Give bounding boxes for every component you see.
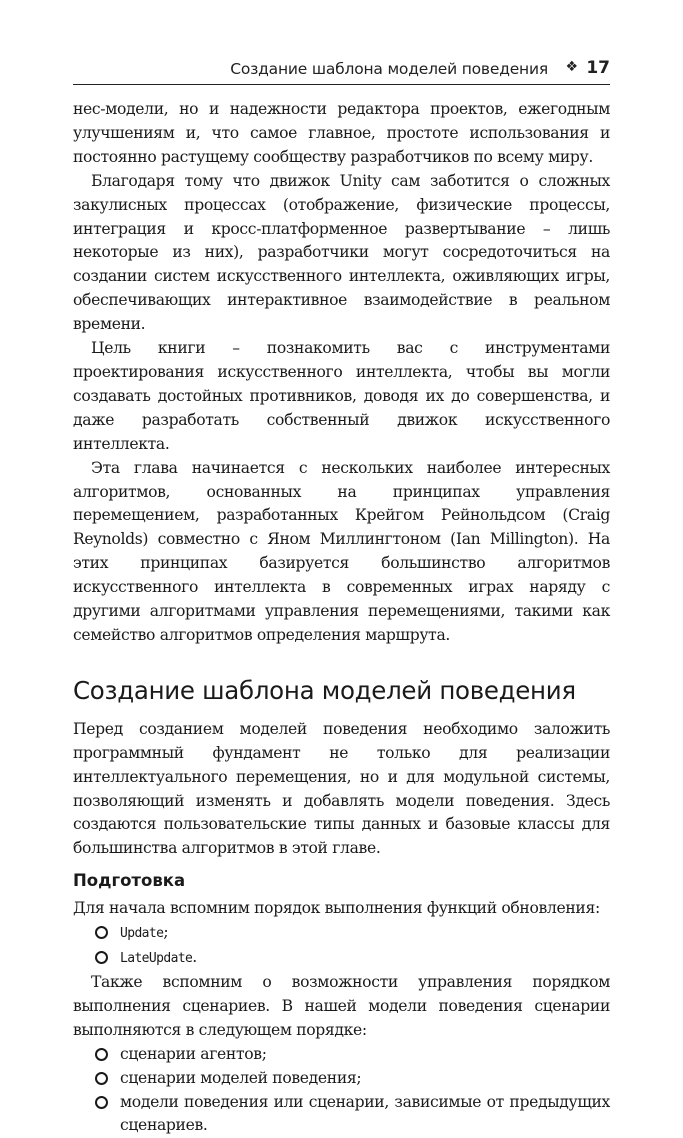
list-item (73, 1043, 610, 1067)
list-item (73, 946, 610, 971)
list-item-text: модели поведения или сценарии, зависимые от предыдущих сценариев. (120, 1092, 610, 1135)
section-heading: Создание шаблона моделей поведения (73, 675, 576, 705)
body-paragraph: Цель книги – познакомить вас с инструментами проектирования искусственного интеллекта, чтобы вы могли создавать достойных противников, доводя их до совершенства, и даже разработать собственный движок искусственного интеллекта. (73, 339, 610, 453)
circle-bullet-icon (95, 1072, 108, 1085)
circle-bullet-icon (95, 1048, 108, 1061)
list-punct: ; (163, 923, 169, 942)
circle-bullet-icon (95, 951, 108, 964)
function-name: Update (120, 926, 164, 942)
body-paragraph: Благодаря тому что движок Unity сам заботится о сложных закулисных процессах (отображение, физические процессы, интеграция и кросс-платформенное развертывание – лишь некоторые из них), разработчики могут сосредоточиться на создании систем искусственного интеллекта, оживляющих игры, обеспечивающих интерактивное взаимодействие в реальном времени. (73, 171, 610, 334)
circle-bullet-icon (95, 926, 108, 939)
subsection-intro: Для начала вспомним порядок выполнения функций обновления: (73, 899, 600, 918)
update-functions-list (73, 921, 610, 971)
diamond-ornament-icon: ❖ (565, 59, 578, 75)
running-header-title: Создание шаблона моделей поведения (230, 60, 548, 78)
list-punct: . (192, 948, 197, 967)
body-paragraph: Эта глава начинается с нескольких наиболее интересных алгоритмов, основанных на принципах управления перемещением, разработанных Крейгом Рейнольдсом (Craig Reynolds) совместно с Яном Миллингтоном (Ian Millington). На этих принципах базируется большинство алгоритмов искусственного интеллекта в современных играх наряду с другими алгоритмами управления перемещениями, такими как семейство алгоритмов определения маршрута. (73, 458, 610, 644)
page-body (73, 98, 610, 1138)
running-header (73, 58, 610, 85)
list-item-text: сценарии моделей поведения; (120, 1068, 362, 1087)
section-paragraph: Перед созданием моделей поведения необходимо заложить программный фундамент не только для реализации интеллектуального перемещения, но и для модульной системы, позволяющий изменять и добавлять модели поведения. Здесь создаются пользовательские типы данных и базовые классы для большинства алгоритмов в этой главе. (73, 719, 610, 858)
script-order-list (73, 1043, 610, 1138)
list-item (73, 921, 610, 946)
list-item (73, 1091, 610, 1138)
function-name: LateUpdate (120, 951, 193, 967)
page-number: 17 (586, 58, 610, 78)
list-item (73, 1067, 610, 1091)
list-item-text: сценарии агентов; (120, 1044, 267, 1063)
circle-bullet-icon (95, 1096, 108, 1109)
subsection-heading: Подготовка (73, 871, 186, 891)
subsection-paragraph: Также вспомним о возможности управления порядком выполнения сценариев. В нашей модели поведения сценарии выполняются в следующем порядке: (73, 973, 610, 1039)
body-paragraph: нес-модели, но и надежности редактора проектов, ежегодным улучшениям и, что самое главное, простоте использования и постоянно растущему сообществу разработчиков по всему миру. (73, 100, 610, 166)
